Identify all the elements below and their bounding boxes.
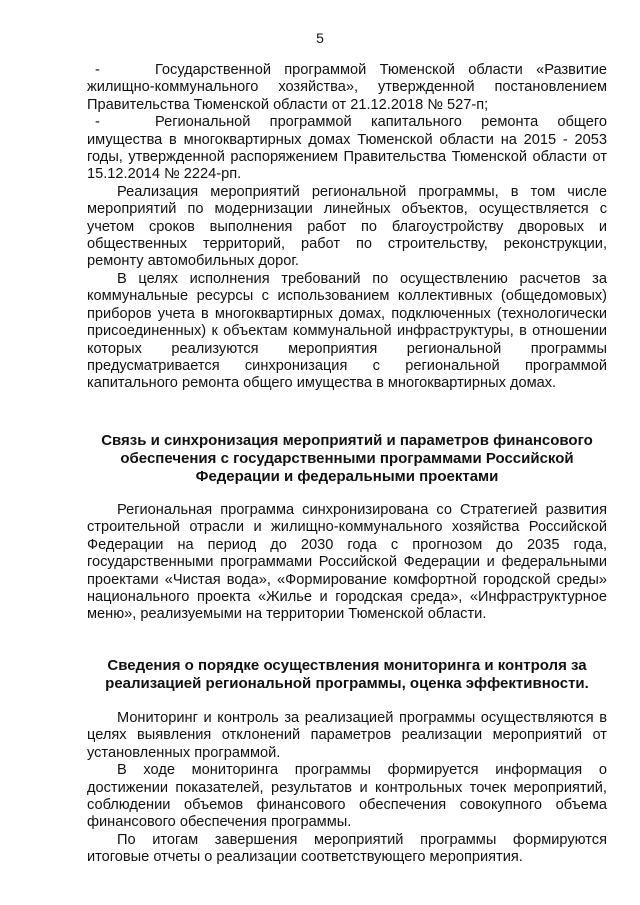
list-dash: -: [95, 62, 100, 78]
section-heading: Связь и синхронизация мероприятий и параметров финансового обеспечения с государственными программами Российской Федерации и федеральными проектами: [101, 432, 593, 485]
list-dash: -: [95, 114, 100, 131]
section-heading: Сведения о порядке осуществления мониторинга и контроля за реализацией региональной программы, оценка эффективности.: [105, 657, 589, 692]
page-number: 5: [316, 30, 324, 46]
paragraph: В ходе мониторинга программы формируется информация о достижении показателей, результатов и контрольных точек мероприятий, соблюдении объемов финансового обеспечения совокупного объема финансового обеспечения программы.: [87, 762, 607, 831]
paragraph: Мониторинг и контроль за реализацией программы осуществляются в целях выявления отклонений параметров реализации мероприятий от установленных программой.: [87, 710, 607, 761]
section-body: [87, 710, 607, 867]
body-text-top: [87, 62, 607, 393]
paragraph: Региональная программа синхронизирована со Стратегией развития строительной отрасли и жилищно-коммунального хозяйства Российской Федерации на период до 2030 года с прогнозом до 2035 года, государственными программами Российской Федерации и федеральными проектами «Чистая вода», «Формирование комфортной городской среды» национального проекта «Жилье и городская среда», «Инфраструктурное меню», реализуемыми на территории Тюменской области.: [87, 502, 607, 623]
paragraph: Реализация мероприятий региональной программы, в том числе мероприятий по модернизации линейных объектов, осуществляется с учетом сроков выполнения работ по благоустройству дворовых и общественных территорий, работ по строительству, реконструкции, ремонту автомобильных дорог.: [87, 183, 607, 270]
list-item-text: Региональной программой капитального ремонта общего имущества в многоквартирных домах Тюменской области на 2015 - 2053 годы, утвержденной распоряжением Правительства Тюменской области от 15.12.2014 № 2224-рп.: [87, 114, 607, 183]
list-item-text: Государственной программой Тюменской области «Развитие жилищно-коммунального хозяйства», утвержденной постановлением Правительства Тюменской области от 21.12.2018 № 527-п;: [87, 62, 607, 113]
list-item: [87, 114, 607, 184]
paragraph: По итогам завершения мероприятий программы формируются итоговые отчеты о реализации соответствующего мероприятия.: [87, 831, 607, 866]
section-body: [87, 502, 607, 624]
paragraph: В целях исполнения требований по осуществлению расчетов за коммунальные ресурсы с использованием коллективных (общедомовых) приборов учета в многоквартирных домах, подключенных (технологически присоединенных) к объектам коммунальной инфраструктуры, в отношении которых реализуются мероприятия региональной программы предусматривается синхронизация с региональной программой капитального ремонта общего имущества в многоквартирных домах.: [87, 270, 607, 392]
list-item: [87, 62, 607, 114]
